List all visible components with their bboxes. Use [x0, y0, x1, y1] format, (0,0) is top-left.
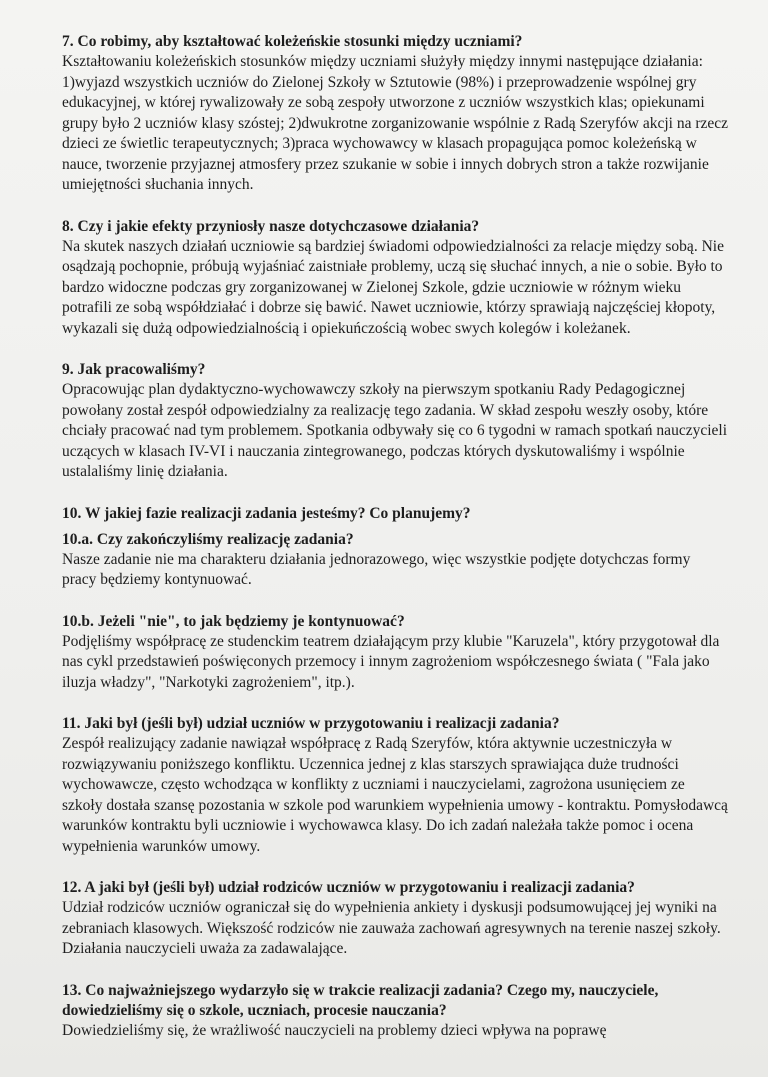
section-13 — [62, 981, 728, 1042]
section-8 — [62, 217, 728, 340]
section-12 — [62, 878, 728, 960]
section-heading: 7. Co robimy, aby kształtować koleżeńskie stosunki między uczniami? — [62, 33, 523, 50]
section-heading: 12. A jaki był (jeśli był) udział rodziców uczniów w przygotowaniu i realizacji zadania? — [62, 879, 635, 896]
section-body: Udział rodziców uczniów ograniczał się do wypełnienia ankiety i dyskusji podsumowującej jej wyniki na zebraniach klasowych. Większość rodziców nie zauważa zachowań agresywnych na terenie naszej szkoły. Działania nauczycieli uważa za zadawalające. — [62, 899, 721, 957]
section-10a — [62, 530, 728, 591]
section-body: Podjęliśmy współpracę ze studenckim teatrem działającym przy klubie "Karuzela", który przygotował dla nas cykl przedstawień poświęconych przemocy i innym zagrożeniom współczesnego świata ( "Fala jako iluzja władzy", "Narkotyki zagrożeniem", itp.). — [62, 632, 720, 691]
section-body: Opracowując plan dydaktyczno-wychowawczy szkoły na pierwszym spotkaniu Rady Pedagogicznej powołany został zespół odpowiedzialny za realizację tego zadania. W skład zespołu weszły osoby, które chciały pracować nad tym problemem. Spotkania odbywały się co 6 tygodni w ramach spotkań nauczycieli uczących w klasach IV-VI i nauczania zintegrowanego, podczas których dyskutowaliśmy i wspólnie ustalaliśmy linię działania. — [62, 381, 728, 480]
section-heading: 11. Jaki był (jeśli był) udział uczniów w przygotowaniu i realizacji zadania? — [62, 715, 560, 732]
section-11 — [62, 714, 728, 857]
section-body: Dowiedzieliśmy się, że wrażliwość nauczycieli na problemy dzieci wpływa na poprawę — [62, 1021, 607, 1039]
section-body: Zespół realizujący zadanie nawiązał współpracę z Radą Szeryfów, która aktywnie uczestniczyła w rozwiązywaniu poniższego konfliktu. Uczennica jednej z klas starszych sprawiająca duże trudności wychowawcze, często wchodząca w konflikty z uczniami i nauczycielami, zagrożona usunięciem ze szkoły dostała szansę pozostania w szkole pod warunkiem wypełnienia umowy - kontraktu. Pomysłodawcą warunków kontraktu byli uczniowie i wychowawca klasy. Do ich zadań należała także pomoc i ocena wypełnienia warunków umowy. — [62, 735, 728, 855]
section-body: Kształtowaniu koleżeńskich stosunków między uczniami służyły między innymi następujące działania: 1)wyjazd wszystkich uczniów do Zielonej Szkoły w Sztutowie (98%) i przeprowadzenie wspólnej gry edukacyjnej, w której rywalizowały ze sobą zespoły utworzone z uczniów wszystkich klas; opiekunami grupy było 2 uczniów klasy szóstej; 2)dwukrotne zorganizowanie wspólnie z Radą Szeryfów akcji na rzecz dzieci ze świetlic terapeutycznych; 3)praca wychowawcy w klasach propagująca pomoc koleżeńską w nauce, tworzenie przyjaznej atmosfery przez szukanie w sobie i innych dobrych stron a także rozwijanie umiejętności słuchania innych. — [62, 53, 729, 193]
section-10 — [62, 504, 728, 524]
section-10b — [62, 612, 728, 694]
section-heading: 9. Jak pracowaliśmy? — [62, 361, 206, 378]
section-body: Nasze zadanie nie ma charakteru działania jednorazowego, więc wszystkie podjęte dotychczas formy pracy będziemy kontynuować. — [62, 550, 691, 588]
section-9 — [62, 360, 728, 483]
section-body: Na skutek naszych działań uczniowie są bardziej świadomi odpowiedzialności za relacje między sobą. Nie osądzają pochopnie, próbują wyjaśniać zaistniałe problemy, uczą się słuchać innych, a nie o sobie. Było to bardzo widoczne podczas gry zorganizowanej w Zielonej Szkole, gdzie uczniowie w różnym wieku potrafili ze sobą współdziałać i dobrze się bawić. Nawet uczniowie, którzy sprawiają najczęściej kłopoty, wykazali się dużą odpowiedzialnością i opiekuńczością wobec swych kolegów i koleżanek. — [62, 237, 724, 337]
section-heading: 13. Co najważniejszego wydarzyło się w trakcie realizacji zadania? Czego my, nauczyciele, dowiedzieliśmy się o szkole, uczniach, procesie nauczania? — [62, 981, 659, 1019]
section-heading: 10. W jakiej fazie realizacji zadania jesteśmy? Co planujemy? — [62, 504, 471, 522]
section-7 — [62, 32, 728, 196]
section-heading: 8. Czy i jakie efekty przyniosły nasze dotychczasowe działania? — [62, 217, 480, 235]
section-heading: 10.b. Jeżeli "nie", to jak będziemy je kontynuować? — [62, 612, 405, 630]
section-heading: 10.a. Czy zakończyliśmy realizację zadania? — [62, 530, 354, 548]
